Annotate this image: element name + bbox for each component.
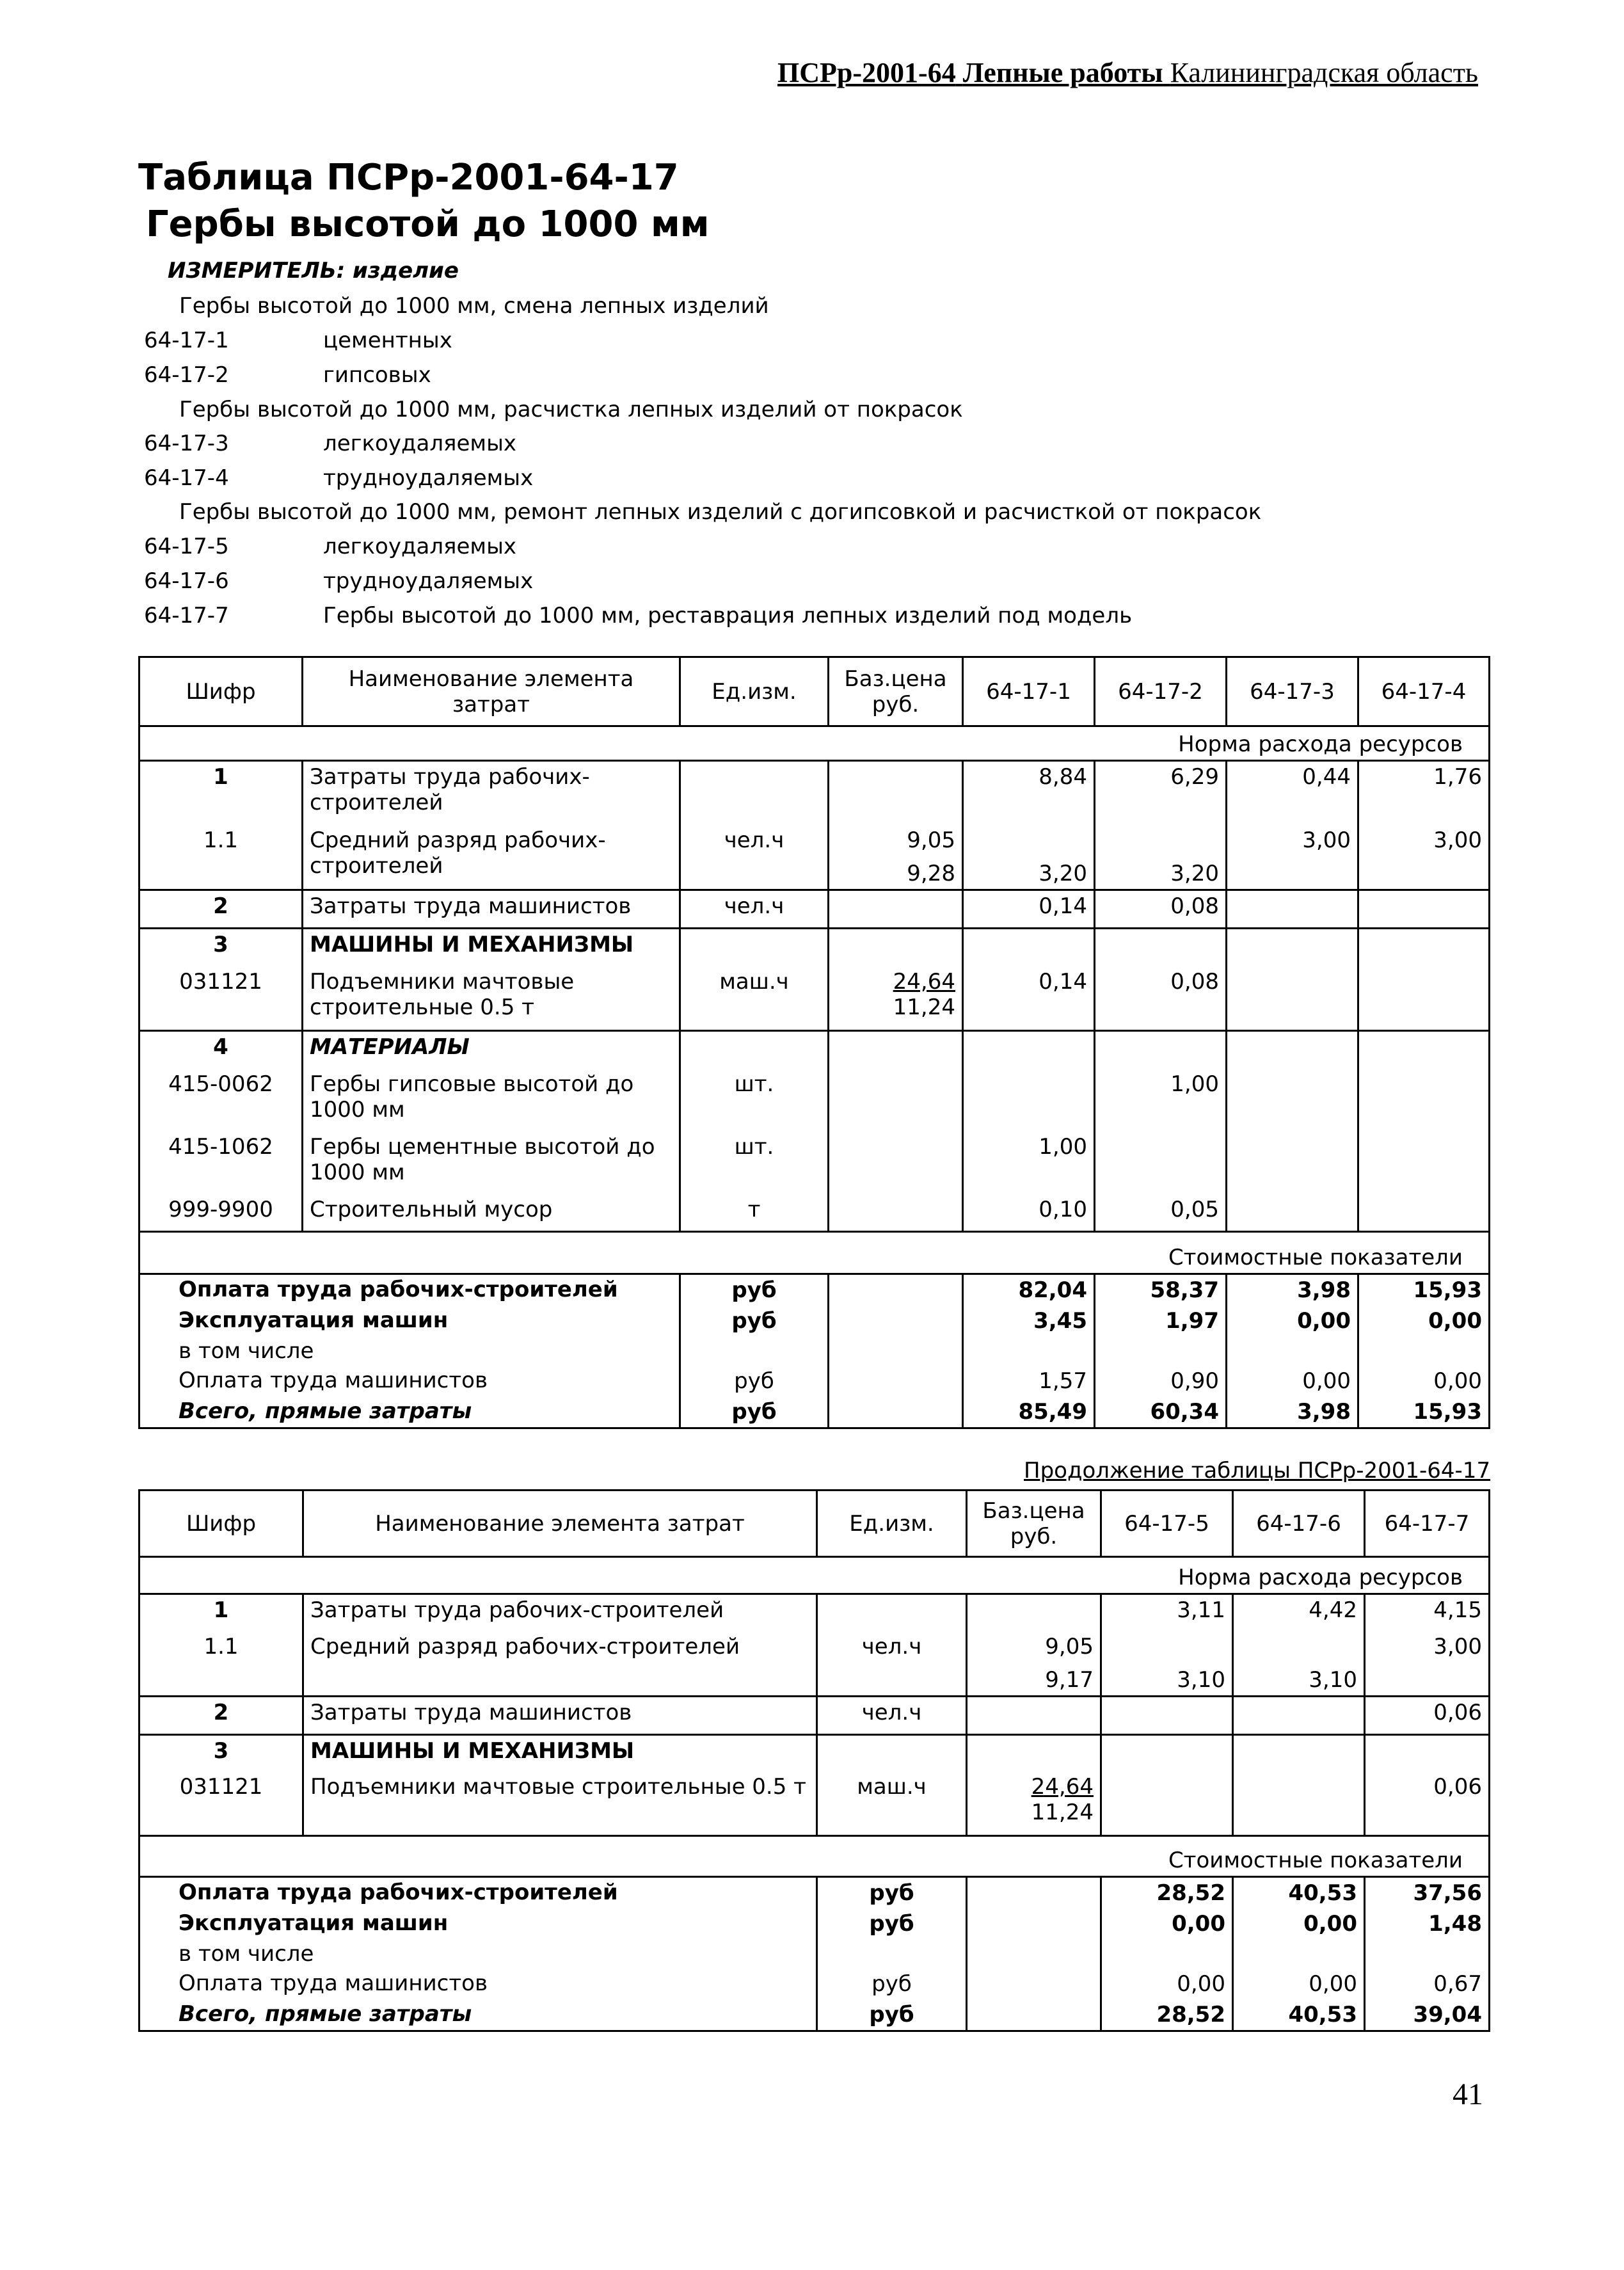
col-header-price: Баз.цена руб. <box>829 657 963 726</box>
row-value-b: 0,08 <box>1095 890 1227 928</box>
summary-value-c: 1,48 <box>1365 1908 1490 1939</box>
table-row <box>139 1631 1490 1697</box>
desc-group-3: Гербы высотой до 1000 мм, ремонт лепных изделий с догипсовкой и расчисткой от покрасок <box>179 499 1262 525</box>
row-code: 415-0062 <box>139 1069 303 1131</box>
table-subtitle: Гербы высотой до 1000 мм <box>146 204 710 245</box>
summary-value-a: 82,04 <box>963 1274 1095 1306</box>
row-value-b: 3,20 <box>1095 825 1227 890</box>
cost-table-2-body <box>138 1489 1490 2032</box>
row-name: МАТЕРИАЛЫ <box>303 1030 680 1069</box>
summary-value-b: 58,37 <box>1095 1274 1227 1306</box>
desc-text-6: трудноудаляемых <box>323 568 534 594</box>
row-value-c: 0,44 <box>1227 761 1358 825</box>
row-name: Подъемники мачтовые строительные 0.5 т <box>303 966 680 1030</box>
table-row <box>139 1696 1490 1734</box>
row-value-a: 3,20 <box>963 825 1095 890</box>
row-code: 031121 <box>139 966 303 1030</box>
summary-value-a: 3,45 <box>963 1306 1095 1336</box>
row-name: МАШИНЫ И МЕХАНИЗМЫ <box>303 928 680 966</box>
desc-text-2: гипсовых <box>323 362 431 388</box>
row-name: Затраты труда рабочих-строителей <box>303 761 680 825</box>
row-price-1: 9,05 <box>907 827 955 853</box>
summary-row <box>139 1306 1490 1336</box>
row-value-b: 0,05 <box>1095 1194 1227 1231</box>
row-unit: маш.ч <box>817 1771 967 1835</box>
row-name: Средний разряд рабочих-строителей <box>303 825 680 890</box>
row-price-2: 11,24 <box>893 995 955 1020</box>
desc-code-3: 64-17-3 <box>144 431 229 456</box>
summary-unit: руб <box>817 1908 967 1939</box>
row-name: Строительный мусор <box>303 1194 680 1231</box>
col-header-a: 64-17-5 <box>1101 1491 1233 1557</box>
summary-row <box>139 1876 1490 1908</box>
table-title: Таблица ПСРр-2001-64-17 <box>138 157 679 198</box>
summary-unit: руб <box>817 1999 967 2031</box>
summary-unit: руб <box>817 1876 967 1908</box>
summary-value-a: 28,52 <box>1101 1999 1233 2031</box>
table-row <box>139 825 1490 890</box>
row-name: Средний разряд рабочих-строителей <box>303 1631 817 1697</box>
row-name: Гербы цементные высотой до 1000 мм <box>303 1131 680 1194</box>
section-norm-row <box>139 1557 1490 1594</box>
summary-value-b: 40,53 <box>1233 1876 1365 1908</box>
summary-unit: руб <box>680 1366 829 1396</box>
summary-value-d: 0,00 <box>1358 1366 1490 1396</box>
col-header-c: 64-17-7 <box>1365 1491 1490 1557</box>
row-code: 031121 <box>139 1771 303 1835</box>
row-value-c: 4,15 <box>1365 1594 1490 1631</box>
summary-value-b: 0,00 <box>1233 1969 1365 1999</box>
row-value-c: 3,00 <box>1365 1631 1490 1697</box>
summary-row <box>139 1969 1490 1999</box>
header-code: ПСРр-2001-64 <box>777 57 956 88</box>
row-price-1: 9,05 <box>1045 1633 1094 1659</box>
section-norm-row <box>139 726 1490 761</box>
summary-row <box>139 1274 1490 1306</box>
summary-name: в том числе <box>139 1336 680 1366</box>
row-value-a: 3,11 <box>1101 1594 1233 1631</box>
desc-code-7: 64-17-7 <box>144 603 229 628</box>
row-code: 1.1 <box>139 825 303 890</box>
desc-text-5: легкоудаляемых <box>323 534 517 559</box>
row-unit: шт. <box>680 1069 829 1131</box>
col-header-code: Шифр <box>139 657 303 726</box>
row-name: Затраты труда машинистов <box>303 1696 817 1734</box>
summary-name: Оплата труда рабочих-строителей <box>139 1274 680 1306</box>
row-unit: чел.ч <box>680 825 829 890</box>
summary-value-c: 3,98 <box>1227 1274 1358 1306</box>
summary-name: Всего, прямые затраты <box>139 1396 680 1428</box>
summary-value-b: 0,00 <box>1233 1908 1365 1939</box>
summary-value-d: 15,93 <box>1358 1274 1490 1306</box>
row-value-c: 0,06 <box>1365 1771 1490 1835</box>
summary-value-b: 0,90 <box>1095 1366 1227 1396</box>
row-value-a: 0,10 <box>963 1194 1095 1231</box>
summary-value-c: 0,00 <box>1227 1366 1358 1396</box>
summary-value-a: 1,57 <box>963 1366 1095 1396</box>
row-value-b: 0,08 <box>1095 966 1227 1030</box>
desc-group-1: Гербы высотой до 1000 мм, смена лепных изделий <box>179 293 769 319</box>
table-header-row <box>139 1491 1490 1557</box>
summary-value-b: 60,34 <box>1095 1396 1227 1428</box>
col-header-a: 64-17-1 <box>963 657 1095 726</box>
summary-value-c: 3,98 <box>1227 1396 1358 1428</box>
row-code: 4 <box>139 1030 303 1069</box>
row-unit: чел.ч <box>817 1631 967 1697</box>
row-value-b: 1,00 <box>1095 1069 1227 1131</box>
desc-text-3: легкоудаляемых <box>323 431 517 456</box>
row-unit: маш.ч <box>680 966 829 1030</box>
summary-row <box>139 1939 1490 1969</box>
summary-name: в том числе <box>139 1939 817 1969</box>
summary-value-d: 15,93 <box>1358 1396 1490 1428</box>
desc-code-2: 64-17-2 <box>144 362 229 388</box>
desc-code-6: 64-17-6 <box>144 568 229 594</box>
row-name: Гербы гипсовые высотой до 1000 мм <box>303 1069 680 1131</box>
summary-value-b: 40,53 <box>1233 1999 1365 2031</box>
section-cost-row <box>139 1231 1490 1274</box>
summary-row <box>139 1999 1490 2031</box>
desc-code-4: 64-17-4 <box>144 465 229 491</box>
table-row <box>139 966 1490 1030</box>
row-value-b: 3,10 <box>1233 1631 1365 1697</box>
row-code: 1.1 <box>139 1631 303 1697</box>
row-code: 2 <box>139 1696 303 1734</box>
col-header-c: 64-17-3 <box>1227 657 1358 726</box>
col-header-code: Шифр <box>139 1491 303 1557</box>
summary-unit: руб <box>817 1969 967 1999</box>
summary-value-a: 85,49 <box>963 1396 1095 1428</box>
summary-name: Эксплуатация машин <box>139 1306 680 1336</box>
row-value-a: 0,14 <box>963 966 1095 1030</box>
col-header-name: Наименование элемента затрат <box>303 657 680 726</box>
row-value-c: 0,06 <box>1365 1696 1490 1734</box>
row-code: 3 <box>139 1734 303 1771</box>
row-name: Затраты труда рабочих-строителей <box>303 1594 817 1631</box>
measure-unit: ИЗМЕРИТЕЛЬ: изделие <box>168 258 459 284</box>
summary-value-c: 39,04 <box>1365 1999 1490 2031</box>
col-header-b: 64-17-6 <box>1233 1491 1365 1557</box>
desc-group-2: Гербы высотой до 1000 мм, расчистка лепных изделий от покрасок <box>179 397 963 422</box>
row-name: Затраты труда машинистов <box>303 890 680 928</box>
row-code: 1 <box>139 761 303 825</box>
row-unit: чел.ч <box>680 890 829 928</box>
section-norm-label: Норма расхода ресурсов <box>139 726 1490 761</box>
row-value-d: 1,76 <box>1358 761 1490 825</box>
desc-text-7: Гербы высотой до 1000 мм, реставрация лепных изделий под модель <box>323 603 1133 628</box>
table-row <box>139 928 1490 966</box>
table-header-row <box>139 657 1490 726</box>
col-header-unit: Ед.изм. <box>680 657 829 726</box>
col-header-name: Наименование элемента затрат <box>303 1491 817 1557</box>
summary-value-b: 1,97 <box>1095 1306 1227 1336</box>
col-header-b: 64-17-2 <box>1095 657 1227 726</box>
row-unit: чел.ч <box>817 1696 967 1734</box>
desc-code-5: 64-17-5 <box>144 534 229 559</box>
row-value-a: 0,14 <box>963 890 1095 928</box>
summary-unit: руб <box>680 1396 829 1428</box>
running-header <box>736 56 1478 89</box>
row-unit: шт. <box>680 1131 829 1194</box>
row-price-2: 9,17 <box>1045 1667 1094 1693</box>
header-region: Калининградская область <box>1170 57 1478 88</box>
section-cost-label: Стоимостные показатели <box>139 1835 1490 1876</box>
row-value-a: 8,84 <box>963 761 1095 825</box>
summary-value-c: 0,67 <box>1365 1969 1490 1999</box>
row-value-b: 6,29 <box>1095 761 1227 825</box>
summary-row <box>139 1908 1490 1939</box>
summary-value-a: 28,52 <box>1101 1876 1233 1908</box>
row-unit: т <box>680 1194 829 1231</box>
table-row <box>139 1069 1490 1131</box>
summary-unit: руб <box>680 1274 829 1306</box>
row-value-b: 4,42 <box>1233 1594 1365 1631</box>
summary-name: Всего, прямые затраты <box>139 1999 817 2031</box>
summary-value-c: 0,00 <box>1227 1306 1358 1336</box>
section-cost-row <box>139 1835 1490 1876</box>
table-row <box>139 1131 1490 1194</box>
page-number: 41 <box>1453 2077 1483 2111</box>
table-row <box>139 1734 1490 1771</box>
row-price-2: 11,24 <box>1031 1800 1094 1825</box>
row-price-1: 24,64 <box>1031 1774 1094 1800</box>
summary-name: Оплата труда машинистов <box>139 1969 817 1999</box>
table-row <box>139 1194 1490 1231</box>
row-value-c: 3,00 <box>1227 825 1358 890</box>
summary-name: Оплата труда машинистов <box>139 1366 680 1396</box>
row-code: 2 <box>139 890 303 928</box>
summary-row <box>139 1396 1490 1428</box>
summary-name: Оплата труда рабочих-строителей <box>139 1876 817 1908</box>
summary-value-d: 0,00 <box>1358 1306 1490 1336</box>
col-header-price: Баз.цена руб. <box>967 1491 1101 1557</box>
summary-name: Эксплуатация машин <box>139 1908 817 1939</box>
continuation-label: Продолжение таблицы ПСРр-2001-64-17 <box>1024 1458 1491 1483</box>
row-value-a: 3,10 <box>1101 1631 1233 1697</box>
row-price-1: 24,64 <box>893 969 955 995</box>
cost-table-1 <box>138 656 1490 1429</box>
table-row <box>139 1594 1490 1631</box>
table-row <box>139 761 1490 825</box>
summary-value-a: 0,00 <box>1101 1969 1233 1999</box>
row-value-a: 1,00 <box>963 1131 1095 1194</box>
table-row <box>139 1030 1490 1069</box>
row-code: 415-1062 <box>139 1131 303 1194</box>
summary-value-a: 0,00 <box>1101 1908 1233 1939</box>
row-code: 999-9900 <box>139 1194 303 1231</box>
summary-row <box>139 1336 1490 1366</box>
row-name: Подъемники мачтовые строительные 0.5 т <box>303 1771 817 1835</box>
desc-text-4: трудноудаляемых <box>323 465 534 491</box>
col-header-d: 64-17-4 <box>1358 657 1490 726</box>
row-code: 1 <box>139 1594 303 1631</box>
row-code: 3 <box>139 928 303 966</box>
header-work: Лепные работы <box>962 57 1163 88</box>
row-name: МАШИНЫ И МЕХАНИЗМЫ <box>303 1734 817 1771</box>
table-row <box>139 890 1490 928</box>
row-value-d: 3,00 <box>1358 825 1490 890</box>
summary-row <box>139 1366 1490 1396</box>
section-norm-label: Норма расхода ресурсов <box>139 1557 1490 1594</box>
section-cost-label: Стоимостные показатели <box>139 1231 1490 1274</box>
summary-value-c: 37,56 <box>1365 1876 1490 1908</box>
row-price-2: 9,28 <box>907 860 955 886</box>
desc-code-1: 64-17-1 <box>144 328 229 353</box>
desc-text-1: цементных <box>323 328 452 353</box>
summary-unit: руб <box>680 1306 829 1336</box>
col-header-unit: Ед.изм. <box>817 1491 967 1557</box>
table-row <box>139 1771 1490 1835</box>
